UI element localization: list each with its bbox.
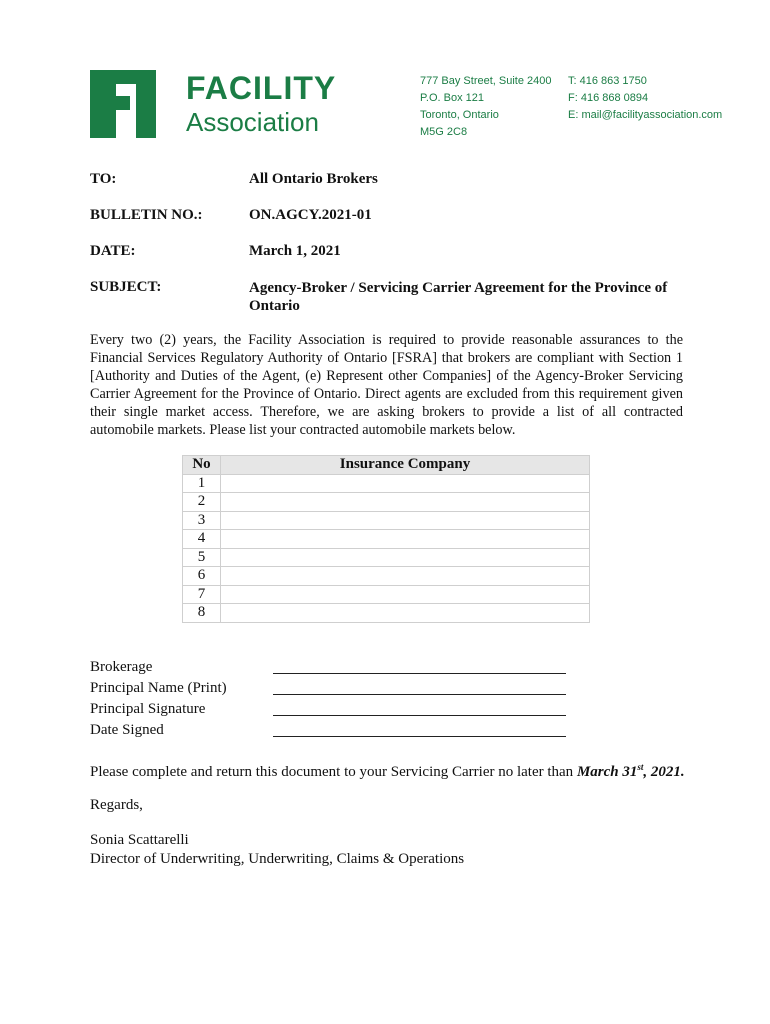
principal-name-label: Principal Name (Print) <box>90 680 227 696</box>
insurance-company-cell[interactable] <box>221 548 590 567</box>
row-number: 4 <box>183 530 221 549</box>
insurance-company-cell[interactable] <box>221 567 590 586</box>
table-row <box>183 511 590 530</box>
address-line: Toronto, Ontario <box>420 109 499 121</box>
table-row <box>183 530 590 549</box>
facility-association-logo <box>90 70 156 138</box>
insurance-company-cell[interactable] <box>221 530 590 549</box>
address-line: 777 Bay Street, Suite 2400 <box>420 75 552 87</box>
address-block <box>420 73 551 141</box>
regards: Regards, <box>90 797 143 813</box>
deadline-year: , 2021. <box>643 764 685 780</box>
insurance-company-table <box>182 455 590 623</box>
date-label: DATE: <box>90 243 136 259</box>
column-header-no: No <box>183 456 221 475</box>
contact-block <box>568 73 722 124</box>
subject-label: SUBJECT: <box>90 279 162 295</box>
row-number: 5 <box>183 548 221 567</box>
column-header-insurance-company: Insurance Company <box>221 456 590 475</box>
insurance-company-cell[interactable] <box>221 511 590 530</box>
signer-title: Director of Underwriting, Underwriting, Claims & Operations <box>90 851 465 867</box>
address-line: M5G 2C8 <box>420 126 468 138</box>
date-value: March 1, 2021 <box>249 243 341 259</box>
row-number: 2 <box>183 493 221 512</box>
table-row <box>183 585 590 604</box>
table-row <box>183 604 590 623</box>
insurance-company-cell[interactable] <box>221 604 590 623</box>
address-line: P.O. Box 121 <box>420 92 485 104</box>
logo-wordmark-association: Association <box>186 107 319 137</box>
table-row <box>183 548 590 567</box>
row-number: 3 <box>183 511 221 530</box>
closing-text: Please complete and return this document to your Servicing Carrier no later than <box>90 764 577 780</box>
principal-name-line[interactable] <box>273 694 566 695</box>
row-number: 8 <box>183 604 221 623</box>
deadline-month: March 31 <box>576 764 638 780</box>
date-signed-line[interactable] <box>273 736 566 737</box>
insurance-company-cell[interactable] <box>221 474 590 493</box>
to-label: TO: <box>90 171 117 187</box>
table-row <box>183 493 590 512</box>
principal-signature-label: Principal Signature <box>90 701 206 717</box>
row-number: 1 <box>183 474 221 493</box>
email-line: E: mail@facilityassociation.com <box>568 109 723 121</box>
deadline-date <box>577 764 685 780</box>
table-row <box>183 474 590 493</box>
insurance-company-cell[interactable] <box>221 585 590 604</box>
bulletin-value: ON.AGCY.2021-01 <box>249 207 372 223</box>
body-paragraph: Every two (2) years, the Facility Association is required to provide reasonable assurances to the Financial Services Regulatory Authority of Ontario [FSRA] that brokers are compliant with Section 1 [Authority and Duties of the Agent, (e) Represent other Companies] of the Agency-Broker Servicing Carrier Agreement for the Province of Ontario. Direct agents are excluded from this requirement given their single market access. Therefore, we are asking brokers to provide a list of all contracted automobile markets. Please list your contracted automobile markets below. <box>90 332 683 438</box>
table-header-row <box>183 456 590 475</box>
to-value: All Ontario Brokers <box>249 171 378 187</box>
logo-wordmark-facility: FACILITY <box>186 70 337 106</box>
fax-line: F: 416 868 0894 <box>568 92 649 104</box>
subject-value: Agency-Broker / Servicing Carrier Agreement for the Province of Ontario <box>249 280 668 314</box>
row-number: 7 <box>183 585 221 604</box>
principal-signature-line[interactable] <box>273 715 566 716</box>
signer-name: Sonia Scattarelli <box>90 832 189 848</box>
bulletin-label: BULLETIN NO.: <box>90 207 203 223</box>
insurance-company-cell[interactable] <box>221 493 590 512</box>
deadline-ordinal: st <box>637 762 644 772</box>
row-number: 6 <box>183 567 221 586</box>
brokerage-line[interactable] <box>273 673 566 674</box>
date-signed-label: Date Signed <box>90 722 164 738</box>
table-row <box>183 567 590 586</box>
brokerage-label: Brokerage <box>90 659 153 675</box>
phone-line: T: 416 863 1750 <box>568 75 647 87</box>
closing-instruction <box>90 762 685 781</box>
